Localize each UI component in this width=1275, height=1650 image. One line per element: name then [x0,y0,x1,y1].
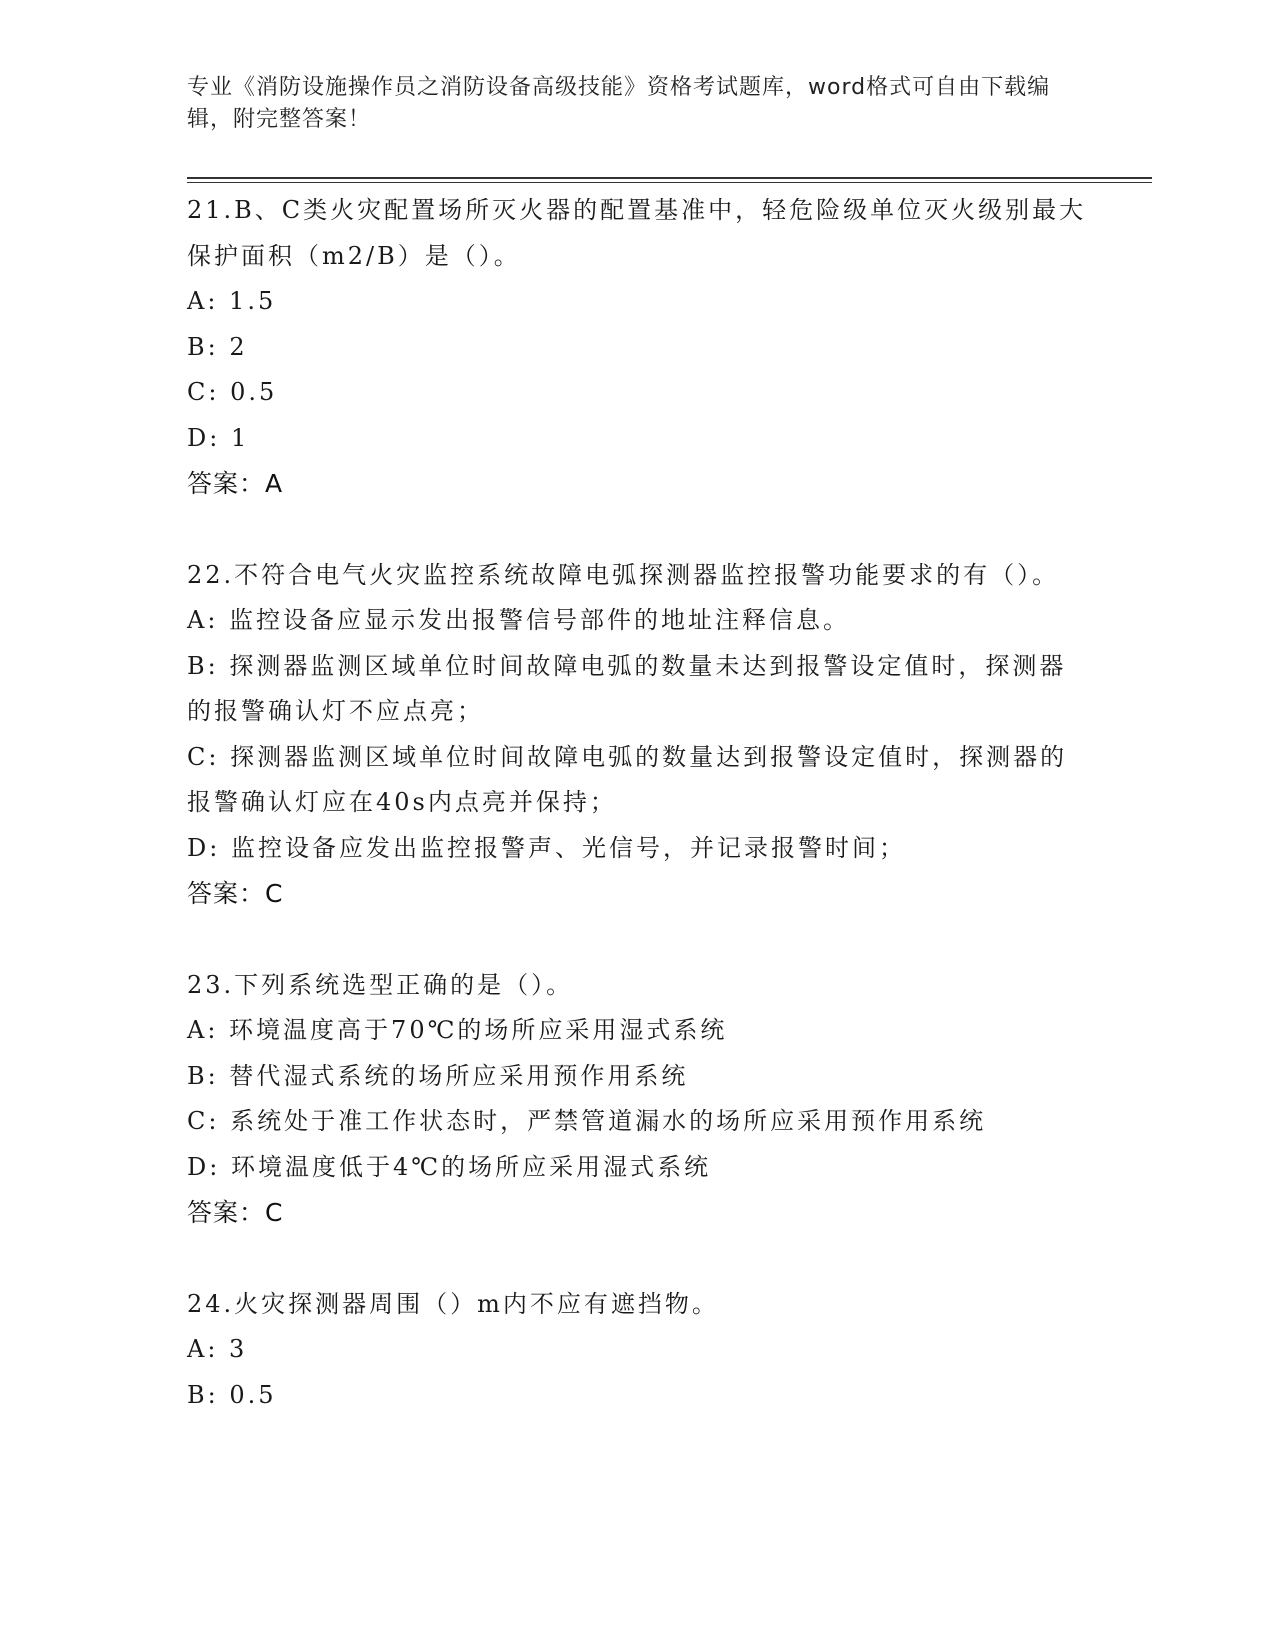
option-a: A: 3 [187,1335,248,1363]
option-a: A: 1.5 [187,287,277,315]
option-c: C: 系统处于准工作状态时，严禁管道漏水的场所应采用预作用系统 [187,1107,987,1135]
question-21 [187,188,1087,507]
answer-label: 答案：A [187,469,284,498]
question-stem: 23.下列系统选型正确的是（）。 [187,970,574,999]
question-22 [187,553,1087,917]
option-a: A: 环境温度高于70℃的场所应采用湿式系统 [187,1016,728,1044]
option-d: D: 监控设备应发出监控报警声、光信号，并记录报警时间； [187,833,906,862]
document-header: 专业《消防设施操作员之消防设备高级技能》资格考试题库，word格式可自由下载编辑，附完整答案！ [187,75,1051,132]
answer-label: 答案：C [187,879,284,908]
option-c: C: 0.5 [187,378,278,406]
question-list [187,188,1087,1464]
header-rule-thin [187,182,1152,183]
header-rule-thick [187,177,1152,179]
question-stem: 21.B、C类火灾配置场所灭火器的配置基准中，轻危险级单位灭火级别最大保护面积（m2/B）是（）。 [187,196,1087,270]
question-stem: 24.火灾探测器周围（）m内不应有遮挡物。 [187,1289,719,1318]
option-a: A: 监控设备应显示发出报警信号部件的地址注释信息。 [187,606,851,634]
question-23 [187,963,1087,1236]
option-d: D: 环境温度低于4℃的场所应采用湿式系统 [187,1152,712,1181]
question-24 [187,1282,1087,1419]
option-b: B: 替代湿式系统的场所应采用预作用系统 [187,1061,689,1090]
option-c: C: 探测器监测区域单位时间故障电弧的数量达到报警设定值时，探测器的报警确认灯应在40s内点亮并保持； [187,742,1068,816]
answer-label: 答案：C [187,1198,284,1227]
option-b: B: 探测器监测区域单位时间故障电弧的数量未达到报警设定值时，探测器的报警确认灯不应点亮； [187,651,1067,725]
option-b: B: 0.5 [187,1380,277,1409]
option-d: D: 1 [187,423,250,452]
question-stem: 22.不符合电气火灾监控系统故障电弧探测器监控报警功能要求的有（）。 [187,560,1060,589]
option-b: B: 2 [187,332,248,361]
